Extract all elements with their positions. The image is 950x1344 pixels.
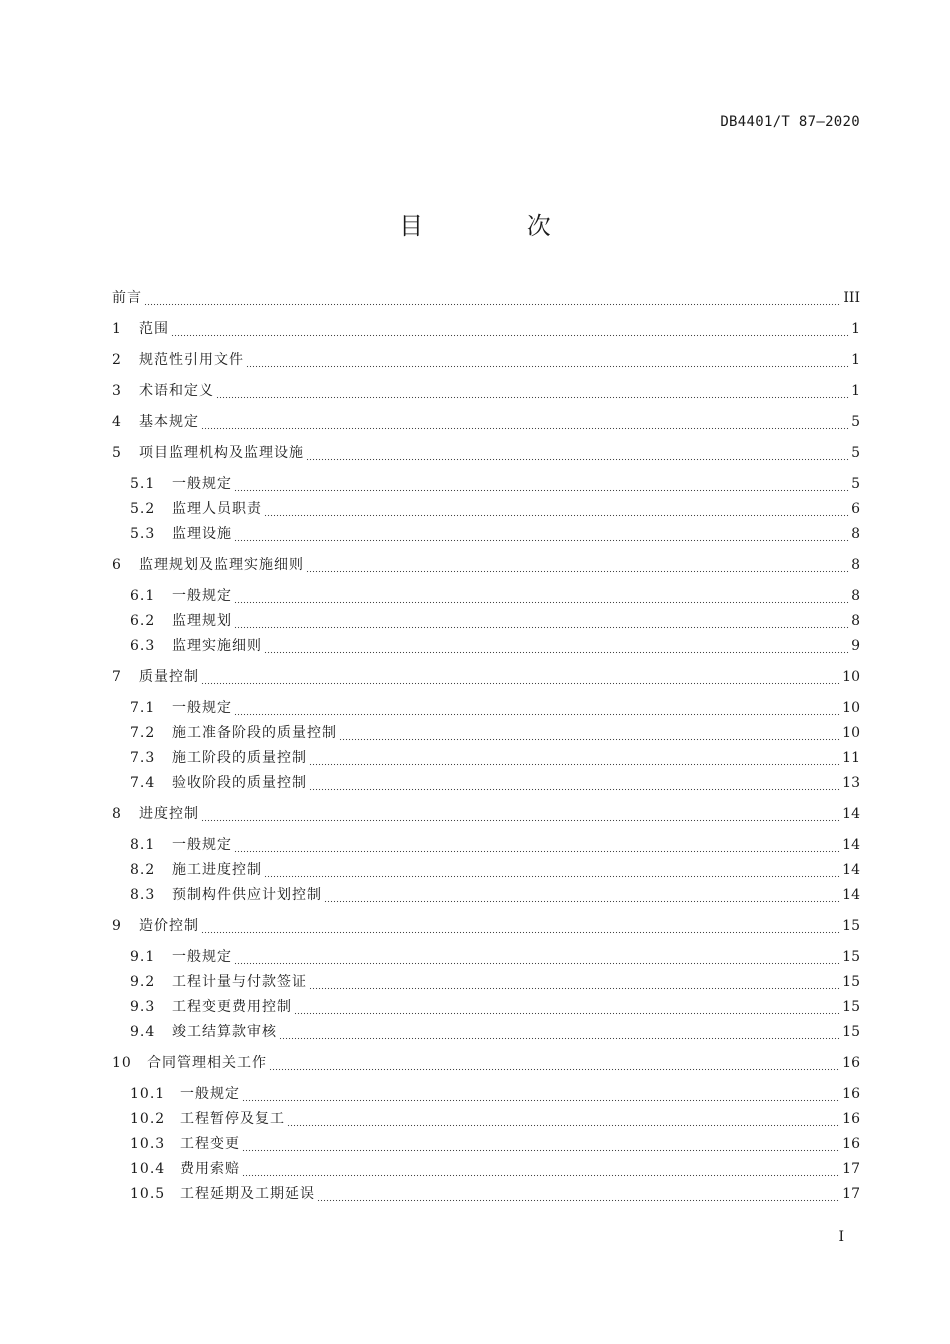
toc-entry-label: 监理实施细则 bbox=[172, 638, 262, 654]
toc-entry-page: 14 bbox=[842, 887, 860, 903]
dot-leader bbox=[242, 1134, 840, 1154]
dot-leader bbox=[306, 443, 849, 463]
toc-entry[interactable] bbox=[112, 472, 860, 494]
toc-entry-number: 9.3 bbox=[130, 999, 156, 1015]
dot-leader bbox=[201, 804, 840, 824]
toc-entry-label: 范围 bbox=[139, 321, 169, 337]
toc-entry-label: 施工阶段的质量控制 bbox=[172, 750, 307, 766]
toc-entry-number: 9.1 bbox=[130, 949, 156, 965]
toc-entry[interactable] bbox=[112, 883, 860, 905]
toc-entry-page: 1 bbox=[851, 321, 860, 337]
toc-entry-label: 预制构件供应计划控制 bbox=[172, 887, 322, 903]
dot-leader bbox=[234, 947, 840, 967]
toc-entry-label: 一般规定 bbox=[172, 476, 232, 492]
toc-entry-label: 造价控制 bbox=[139, 918, 199, 934]
toc-entry-label: 合同管理相关工作 bbox=[147, 1055, 267, 1071]
toc-entry-number: 5.2 bbox=[130, 501, 156, 517]
toc-entry[interactable] bbox=[112, 1132, 860, 1154]
toc-entry-number: 10.5 bbox=[130, 1186, 166, 1202]
dot-leader bbox=[309, 972, 840, 992]
toc-entry[interactable] bbox=[112, 945, 860, 967]
toc-entry-number: 10.3 bbox=[130, 1136, 166, 1152]
toc-entry[interactable] bbox=[112, 721, 860, 743]
dot-leader bbox=[324, 885, 840, 905]
toc-entry[interactable] bbox=[112, 317, 860, 339]
toc-entry-label: 质量控制 bbox=[139, 669, 199, 685]
toc-entry-label: 工程计量与付款签证 bbox=[172, 974, 307, 990]
toc-entry-page: 9 bbox=[851, 638, 860, 654]
toc-entry[interactable] bbox=[112, 802, 860, 824]
toc-entry-label: 项目监理机构及监理设施 bbox=[139, 445, 304, 461]
dot-leader bbox=[264, 499, 849, 519]
toc-entry-number: 8 bbox=[112, 806, 122, 822]
toc-entry[interactable] bbox=[112, 634, 860, 656]
dot-leader bbox=[287, 1109, 840, 1129]
toc-entry-number: 8.1 bbox=[130, 837, 156, 853]
page-number: I bbox=[838, 1229, 844, 1245]
toc-entry-page: 15 bbox=[842, 999, 860, 1015]
toc-entry-number: 9.2 bbox=[130, 974, 156, 990]
toc-entry-number: 7 bbox=[112, 669, 122, 685]
toc-entry-number: 9.4 bbox=[130, 1024, 156, 1040]
toc-entry-number: 5.3 bbox=[130, 526, 156, 542]
toc-entry[interactable] bbox=[112, 833, 860, 855]
toc-entry-page: III bbox=[843, 290, 860, 306]
toc-entry[interactable] bbox=[112, 286, 860, 308]
toc-entry[interactable] bbox=[112, 522, 860, 544]
toc-entry-page: 14 bbox=[842, 837, 860, 853]
dot-leader bbox=[242, 1084, 840, 1104]
toc-entry-page: 6 bbox=[851, 501, 860, 517]
toc-entry[interactable] bbox=[112, 379, 860, 401]
toc-entry-page: 16 bbox=[842, 1111, 860, 1127]
toc-entry-number: 10.1 bbox=[130, 1086, 166, 1102]
dot-leader bbox=[234, 698, 840, 718]
toc-entry-number: 7.1 bbox=[130, 700, 156, 716]
dot-leader bbox=[306, 555, 849, 575]
document-code: DB4401/T 87—2020 bbox=[720, 114, 860, 130]
toc-entry-page: 16 bbox=[842, 1086, 860, 1102]
toc-entry-label: 规范性引用文件 bbox=[139, 352, 244, 368]
toc-entry-label: 费用索赔 bbox=[180, 1161, 240, 1177]
toc-title: 目 次 bbox=[399, 212, 599, 240]
dot-leader bbox=[246, 350, 849, 370]
toc-entry[interactable] bbox=[112, 348, 860, 370]
dot-leader bbox=[234, 835, 840, 855]
toc-entry-number: 6.3 bbox=[130, 638, 156, 654]
toc-entry[interactable] bbox=[112, 914, 860, 936]
toc-entry-page: 15 bbox=[842, 974, 860, 990]
toc-entry-number: 3 bbox=[112, 383, 122, 399]
toc-entry-label: 工程变更费用控制 bbox=[172, 999, 292, 1015]
toc-entry[interactable] bbox=[112, 1157, 860, 1179]
dot-leader bbox=[234, 524, 849, 544]
toc-entry-number: 5 bbox=[112, 445, 122, 461]
toc-entry-page: 8 bbox=[851, 526, 860, 542]
toc-entry[interactable] bbox=[112, 858, 860, 880]
toc-entry[interactable] bbox=[112, 746, 860, 768]
toc-entry-page: 17 bbox=[842, 1161, 860, 1177]
toc-entry[interactable] bbox=[112, 1020, 860, 1042]
dot-leader bbox=[294, 997, 840, 1017]
toc-entry-number: 10.2 bbox=[130, 1111, 166, 1127]
dot-leader bbox=[216, 381, 849, 401]
toc-entry-page: 8 bbox=[851, 588, 860, 604]
dot-leader bbox=[234, 611, 849, 631]
toc-entry[interactable] bbox=[112, 665, 860, 687]
toc-entry-number: 1 bbox=[112, 321, 122, 337]
toc-entry[interactable] bbox=[112, 497, 860, 519]
toc-entry-label: 监理人员职责 bbox=[172, 501, 262, 517]
dot-leader bbox=[309, 748, 840, 768]
dot-leader bbox=[201, 412, 849, 432]
toc-entry-label: 施工准备阶段的质量控制 bbox=[172, 725, 337, 741]
dot-leader bbox=[317, 1184, 840, 1204]
toc-entry-label: 进度控制 bbox=[139, 806, 199, 822]
toc-entry-label: 一般规定 bbox=[172, 949, 232, 965]
toc-entry-page: 17 bbox=[842, 1186, 860, 1202]
dot-leader bbox=[234, 474, 849, 494]
dot-leader bbox=[269, 1053, 840, 1073]
toc-entry-page: 8 bbox=[851, 557, 860, 573]
toc-entry-number: 6 bbox=[112, 557, 122, 573]
toc-entry[interactable] bbox=[112, 1082, 860, 1104]
toc-entry-number: 8.3 bbox=[130, 887, 156, 903]
toc-entry-label: 竣工结算款审核 bbox=[172, 1024, 277, 1040]
toc-entry-page: 14 bbox=[842, 862, 860, 878]
toc-entry-label: 监理规划 bbox=[172, 613, 232, 629]
toc-entry-label: 工程变更 bbox=[180, 1136, 240, 1152]
toc-entry-label: 一般规定 bbox=[172, 588, 232, 604]
toc-entry-page: 11 bbox=[842, 750, 860, 766]
toc-entry-label: 施工进度控制 bbox=[172, 862, 262, 878]
toc-entry[interactable] bbox=[112, 1051, 860, 1073]
toc-entry[interactable] bbox=[112, 1182, 860, 1204]
dot-leader bbox=[339, 723, 840, 743]
toc-entry-number: 6.1 bbox=[130, 588, 156, 604]
toc-entry[interactable] bbox=[112, 609, 860, 631]
toc-entry-page: 5 bbox=[851, 445, 860, 461]
toc-entry-label: 术语和定义 bbox=[139, 383, 214, 399]
dot-leader bbox=[264, 860, 840, 880]
toc-entry[interactable] bbox=[112, 584, 860, 606]
dot-leader bbox=[279, 1022, 840, 1042]
toc-entry-number: 8.2 bbox=[130, 862, 156, 878]
toc-entry-label: 监理设施 bbox=[172, 526, 232, 542]
toc-entry[interactable] bbox=[112, 441, 860, 463]
dot-leader bbox=[171, 319, 849, 339]
toc-entry-label: 一般规定 bbox=[180, 1086, 240, 1102]
toc-entry-number: 7.2 bbox=[130, 725, 156, 741]
dot-leader bbox=[309, 773, 840, 793]
toc-entry[interactable] bbox=[112, 771, 860, 793]
toc-entry-page: 5 bbox=[851, 414, 860, 430]
toc-entry-page: 8 bbox=[851, 613, 860, 629]
toc-entry-page: 16 bbox=[842, 1055, 860, 1071]
toc-entry-label: 工程暂停及复工 bbox=[180, 1111, 285, 1127]
toc-entry[interactable] bbox=[112, 995, 860, 1017]
toc-entry-page: 13 bbox=[842, 775, 860, 791]
toc-entry-number: 6.2 bbox=[130, 613, 156, 629]
toc-entry-number: 7.4 bbox=[130, 775, 156, 791]
toc-entry-page: 1 bbox=[851, 352, 860, 368]
dot-leader bbox=[242, 1159, 840, 1179]
toc-entry-page: 10 bbox=[842, 669, 860, 685]
toc-entry-page: 16 bbox=[842, 1136, 860, 1152]
toc-entry-number: 4 bbox=[112, 414, 122, 430]
dot-leader bbox=[201, 916, 840, 936]
dot-leader bbox=[144, 288, 841, 308]
toc-entry-page: 15 bbox=[842, 949, 860, 965]
toc-entry-label: 一般规定 bbox=[172, 700, 232, 716]
toc-entry[interactable] bbox=[112, 970, 860, 992]
toc-entry[interactable] bbox=[112, 553, 860, 575]
dot-leader bbox=[234, 586, 849, 606]
toc-entry-label: 基本规定 bbox=[139, 414, 199, 430]
toc-entry-number: 10.4 bbox=[130, 1161, 166, 1177]
toc-entry-label: 一般规定 bbox=[172, 837, 232, 853]
toc-entry-number: 2 bbox=[112, 352, 122, 368]
toc-entry-page: 15 bbox=[842, 1024, 860, 1040]
toc-entry-number: 7.3 bbox=[130, 750, 156, 766]
toc-entry-label: 监理规划及监理实施细则 bbox=[139, 557, 304, 573]
toc-entry-number: 9 bbox=[112, 918, 122, 934]
toc-entry-label: 工程延期及工期延误 bbox=[180, 1186, 315, 1202]
toc-entry-page: 10 bbox=[842, 700, 860, 716]
toc-entry[interactable] bbox=[112, 410, 860, 432]
toc-entry-label: 前言 bbox=[112, 290, 142, 306]
toc-entry[interactable] bbox=[112, 696, 860, 718]
toc-entry-page: 10 bbox=[842, 725, 860, 741]
toc-entry-page: 14 bbox=[842, 806, 860, 822]
toc-entry-page: 5 bbox=[851, 476, 860, 492]
dot-leader bbox=[201, 667, 840, 687]
toc-entry-number: 10 bbox=[112, 1055, 132, 1071]
toc-entry[interactable] bbox=[112, 1107, 860, 1129]
dot-leader bbox=[264, 636, 849, 656]
toc-entry-page: 1 bbox=[851, 383, 860, 399]
toc-entry-page: 15 bbox=[842, 918, 860, 934]
toc-entry-label: 验收阶段的质量控制 bbox=[172, 775, 307, 791]
toc-entry-number: 5.1 bbox=[130, 476, 156, 492]
